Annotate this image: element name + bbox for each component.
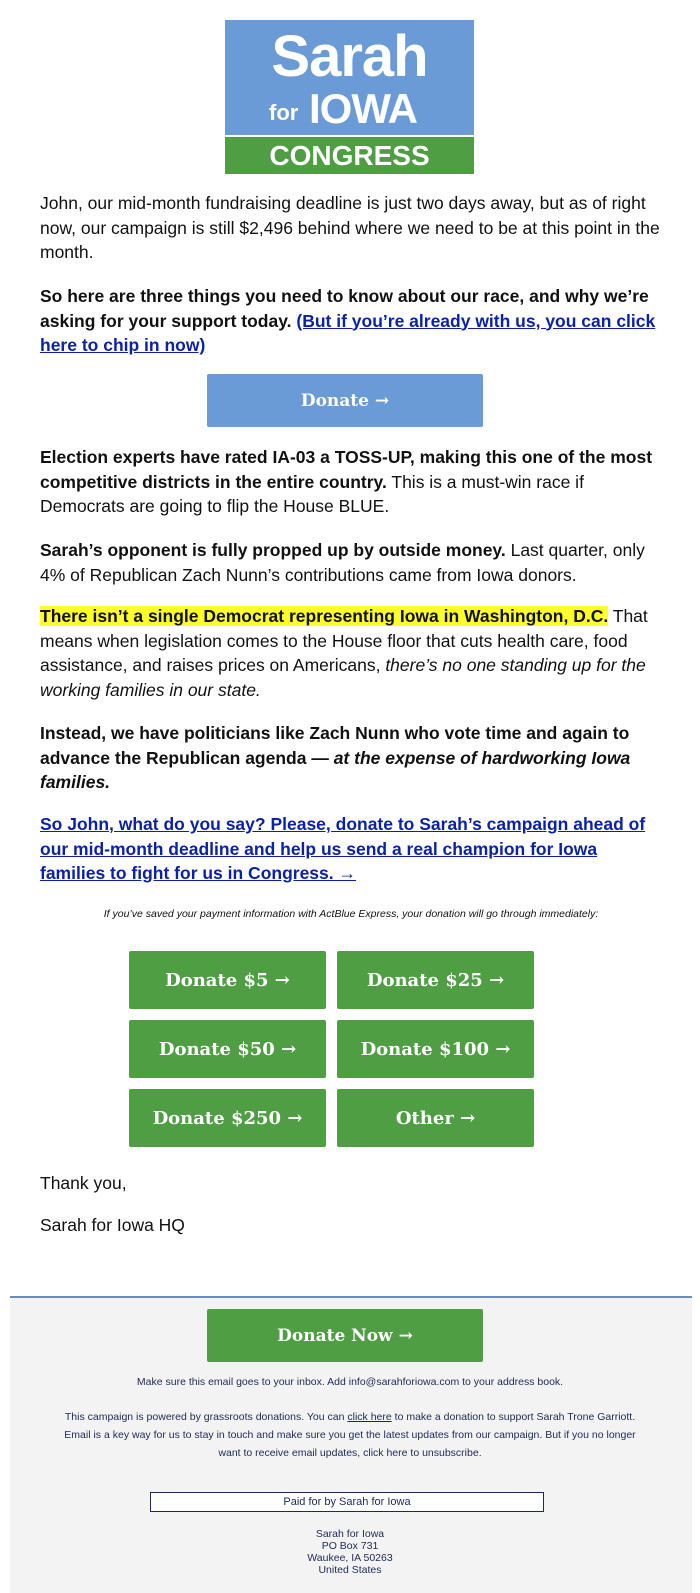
donate-now-button[interactable]: Donate Now → — [207, 1309, 483, 1362]
toss-up-rest: This is a must-win race if Democrats are going to flip the House BLUE. — [40, 471, 584, 516]
opponent-rest: Last quarter, only 4% of Republican Zach Nunn’s contributions came from Iowa donors. — [40, 540, 645, 585]
agenda-bold-italic: at the expense of hardworking Iowa families. — [40, 747, 631, 792]
logo-for: for — [269, 100, 299, 125]
logo-green-panel — [225, 137, 474, 174]
logo-name: Sarah — [271, 24, 428, 89]
campaign-logo — [225, 20, 474, 174]
washington-italic: there’s no one standing up for the working families in our state. — [40, 655, 646, 700]
click-here-link[interactable]: click here — [347, 1411, 392, 1423]
inbox-note: Make sure this email goes to your inbox. Add info@sarahforiowa.com to your address book. — [136, 1376, 564, 1388]
opponent-bold: Sarah’s opponent is fully propped up by outside money. — [40, 540, 506, 560]
donate-other-button[interactable]: Other → — [337, 1089, 534, 1147]
address-line-po-box: PO Box 731 — [321, 1540, 379, 1552]
powered-post: to make a donation to support Sarah Trone Garriott. — [391, 1411, 636, 1423]
donate-button[interactable]: Donate → — [207, 374, 483, 427]
chip-in-link[interactable]: (But if you’re already with us, you can click here to chip in now) — [40, 310, 656, 355]
logo-office: CONGRESS — [269, 140, 430, 171]
powered-pre: This campaign is powered by grassroots donations. You can — [64, 1411, 348, 1423]
closing-text: Thank you, — [40, 1173, 127, 1193]
actblue-express-note: If you’ve saved your payment information with ActBlue Express, your donation will go through immediately: — [103, 908, 599, 920]
toss-up-bold: Election experts have rated IA-03 a TOSS-UP, making this one of the most competitive districts in the entire country. — [40, 447, 653, 492]
washington-rest: That means when legislation comes to the House floor that cuts health care, food assistance, and raises prices on Americans, — [40, 606, 648, 675]
donate-cta-link[interactable]: So John, what do you say? Please, donate to Sarah’s campaign ahead of our mid-month deadline and help us send a real champion for Iowa families to fight for us in Congress. → — [40, 814, 646, 883]
toss-up-paragraph — [40, 445, 662, 519]
paid-for-box: Paid for by Sarah for Iowa — [150, 1492, 544, 1512]
opponent-paragraph — [40, 538, 662, 587]
address-line-name: Sarah for Iowa — [315, 1528, 385, 1540]
address-line-city: Waukee, IA 50263 — [307, 1552, 393, 1564]
washington-highlight: There isn’t a single Democrat representing Iowa in Washington, D.C. — [40, 606, 609, 626]
logo-state: IOWA — [309, 85, 417, 132]
donate-50-button[interactable]: Donate $50 → — [129, 1020, 326, 1078]
three-things-bold: So here are three things you need to know about our race, and why we’re asking for your support today. — [40, 286, 649, 331]
unsubscribe-link[interactable]: want to receive email updates, click here to unsubscribe. — [218, 1447, 482, 1459]
donate-25-button[interactable]: Donate $25 → — [337, 951, 534, 1009]
email-note-line-1: Email is a key way for us to stay in touch and make sure you get the latest updates from our campaign. But if you no longer — [64, 1429, 636, 1441]
washington-paragraph — [40, 604, 662, 702]
agenda-bold: Instead, we have politicians like Zach Nunn who vote time and again to advance the Republican agenda — — [40, 723, 630, 768]
donate-100-button[interactable]: Donate $100 → — [337, 1020, 534, 1078]
intro-paragraph: John, our mid-month fundraising deadline is just two days away, but as of right now, our campaign is still $2,496 behind where we need to be at this point in the month. — [40, 193, 660, 262]
donate-5-button[interactable]: Donate $5 → — [129, 951, 326, 1009]
address-line-country: United States — [318, 1564, 382, 1576]
powered-note — [0, 1408, 700, 1426]
logo-blue-panel — [225, 20, 474, 135]
signature-text: Sarah for Iowa HQ — [40, 1215, 185, 1235]
donate-cta-paragraph — [40, 812, 662, 886]
donate-250-button[interactable]: Donate $250 → — [129, 1089, 326, 1147]
agenda-paragraph — [40, 721, 662, 795]
three-things-paragraph — [40, 284, 662, 358]
